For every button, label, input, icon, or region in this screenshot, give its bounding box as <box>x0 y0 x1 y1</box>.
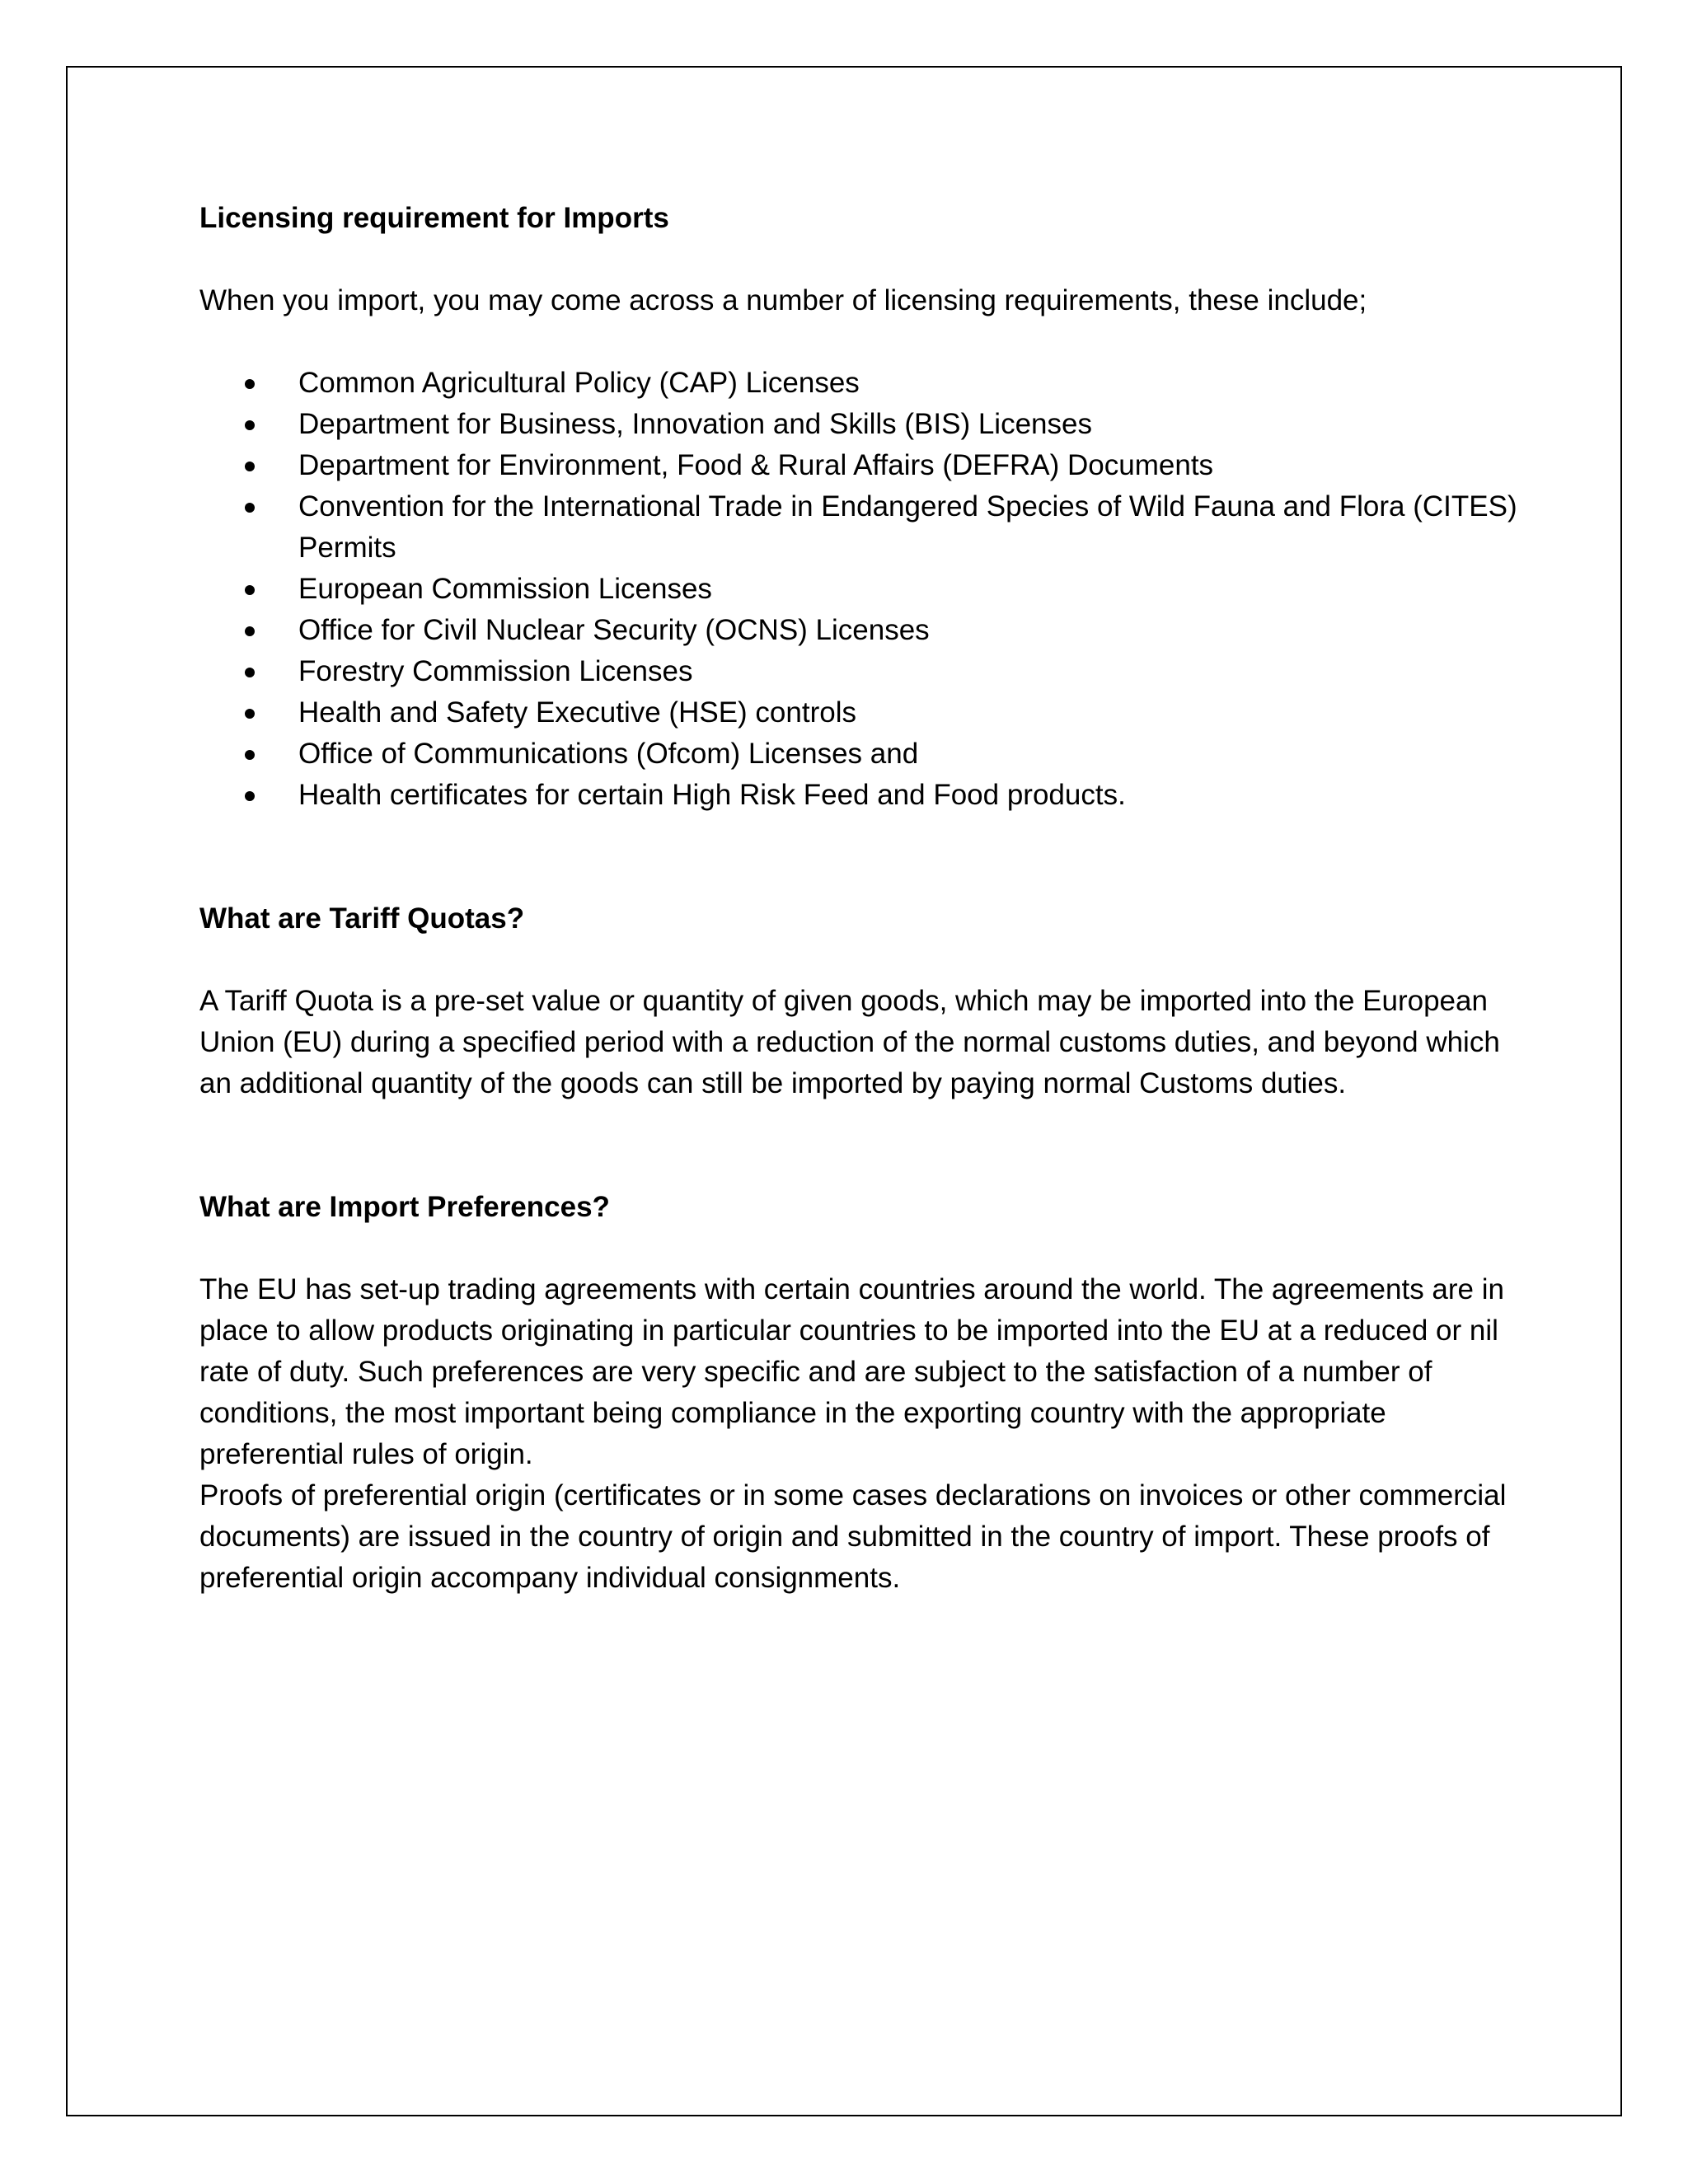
list-item <box>199 775 1518 816</box>
tariff-quotas-heading: What are Tariff Quotas? <box>199 902 525 935</box>
list-item-text: Health certificates for certain High Risk Feed and Food products. <box>298 779 1126 811</box>
list-item <box>199 692 1518 733</box>
bullet-icon <box>245 791 255 801</box>
import-preferences-body-2: Proofs of preferential origin (certificates or in some cases declarations on invoices or other commercial documents) are issued in the country of origin and submitted in the country of import. These proofs of preferential origin accompany individual consignments. <box>199 1479 1507 1594</box>
list-item-text: Office for Civil Nuclear Security (OCNS) Licenses <box>298 614 930 646</box>
list-item-text: Health and Safety Executive (HSE) controls <box>298 696 856 729</box>
list-item <box>199 569 1518 610</box>
list-item <box>199 404 1518 445</box>
list-item-text: Forestry Commission Licenses <box>298 655 693 687</box>
bullet-icon <box>245 503 255 513</box>
list-item-text: Department for Business, Innovation and Skills (BIS) Licenses <box>298 408 1092 440</box>
bullet-icon <box>245 462 255 471</box>
list-item <box>199 651 1518 692</box>
list-item <box>199 445 1518 486</box>
import-preferences-body-1: The EU has set-up trading agreements with certain countries around the world. The agreements are in place to allow products originating in particular countries to be imported into the EU at a reduced or nil rate of duty. Such preferences are very specific and are subject to the satisfaction of a number of conditions, the most important being compliance in the exporting country with the appropriate preferential rules of origin. <box>199 1273 1504 1470</box>
bullet-icon <box>245 626 255 636</box>
list-item-text: Common Agricultural Policy (CAP) Licenses <box>298 367 860 399</box>
list-item-text: Office of Communications (Ofcom) Licenses and <box>298 738 919 770</box>
licensing-list <box>199 363 1518 816</box>
list-item <box>199 610 1518 651</box>
bullet-icon <box>245 420 255 430</box>
licensing-intro: When you import, you may come across a number of licensing requirements, these include; <box>199 284 1367 316</box>
list-item-text: Department for Environment, Food & Rural Affairs (DEFRA) Documents <box>298 449 1214 481</box>
list-item <box>199 363 1518 404</box>
bullet-icon <box>245 585 255 595</box>
document-body <box>199 198 1518 1599</box>
bullet-icon <box>245 668 255 677</box>
list-item <box>199 486 1518 569</box>
licensing-heading: Licensing requirement for Imports <box>199 202 669 234</box>
list-item-text: Convention for the International Trade in Endangered Species of Wild Fauna and Flora (CITES) Permits <box>298 490 1517 564</box>
list-item <box>199 733 1518 775</box>
bullet-icon <box>245 709 255 719</box>
list-item-text: European Commission Licenses <box>298 573 712 605</box>
bullet-icon <box>245 379 255 389</box>
bullet-icon <box>245 750 255 760</box>
import-preferences-heading: What are Import Preferences? <box>199 1191 610 1223</box>
tariff-quotas-body: A Tariff Quota is a pre-set value or quantity of given goods, which may be imported into the European Union (EU) during a specified period with a reduction of the normal customs duties, and beyond which an additional quantity of the goods can still be imported by paying normal Customs duties. <box>199 985 1500 1099</box>
